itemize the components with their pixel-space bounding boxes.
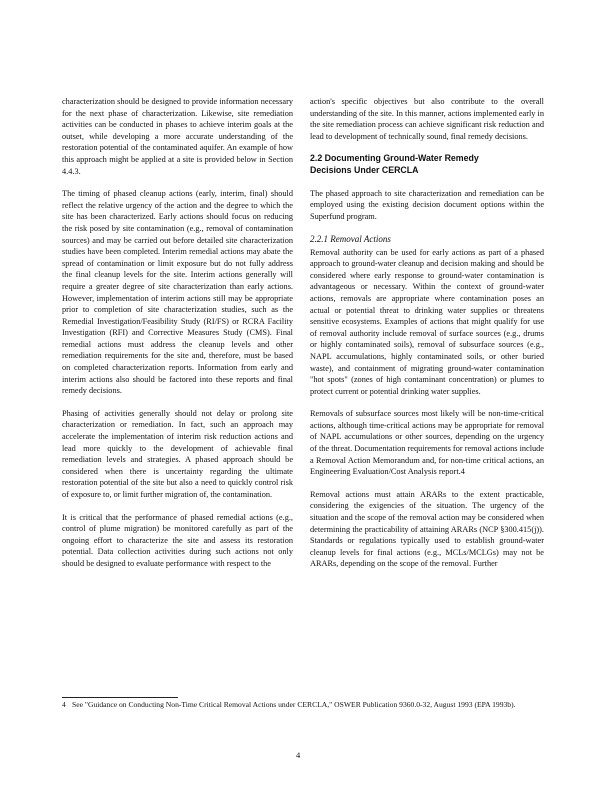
left-paragraph-4: It is critical that the performance of phased remedial actions (e.g., control of plume migration) be monitored carefully as part of the ongoing effort to characterize the site and assess its restoration potential. Data collection activities during such actions not only should be designed to evaluate performance with respect to the	[62, 512, 293, 568]
footnote-divider	[62, 697, 178, 698]
footnote-mark: 4	[62, 700, 66, 709]
left-column	[62, 96, 293, 581]
section-paragraph: The phased approach to site characterization and remediation can be employed using the existing decision document options within the Superfund program.	[310, 188, 544, 221]
left-paragraph-1: characterization should be designed to provide information necessary for the next phase of characterization. Likewise, site remediation activities can be conducted in phases to achieve interim goals at the outset, while developing a more accurate understanding of the restoration potential of the contaminated aquifer. An example of how this approach might be applied at a site is provided below in Section 4.4.3.	[62, 97, 293, 176]
page-number: 4	[296, 750, 301, 760]
section-heading	[310, 153, 544, 175]
right-intro-paragraph: action's specific objectives but also contribute to the overall understanding of the site. In this manner, actions implemented early in the site remediation process can achieve significant risk reduction and lead to development of technically sound, final remedy decisions.	[310, 97, 544, 141]
right-paragraph-1: Removal authority can be used for early actions as part of a phased approach to ground-water cleanup and decision making and should be considered where early response to ground-water contamination is advantageous or necessary. Within the context of ground-water actions, removals are appropriate where contamination poses an actual or potential threat to drinking water supplies or threatens sensitive ecosystems. Examples of actions that might qualify for use of removal authority include removal of surface sources (e.g., drums or highly contaminated soils), removal of subsurface sources (e.g., NAPL accumulations, highly contaminated soils, or other buried waste), and containment of migrating ground-water contamination "hot spots" (zones of high contaminant concentration) or plumes to protect current or potential drinking water supplies.	[310, 247, 544, 396]
right-column	[310, 96, 544, 581]
left-paragraph-2: The timing of phased cleanup actions (early, interim, final) should reflect the relative urgency of the action and the degree to which the site has been characterized. Early actions should focus on reducing the risk posed by site contamination (e.g., removal of contamination sources) and may be carried out before detailed site characterization studies have been completed. Interim remedial actions may abate the spread of contamination or limit exposure but do not fully address the final cleanup levels for the site. Interim actions generally will require a greater degree of site characterization than early actions. However, implementation of interim actions still may be appropriate prior to completion of site characterization studies, such as the Remedial Investigation/Feasibility Study (RI/FS) or RCRA Facility Investigation (RFI) and Corrective Measures Study (CMS). Final remedial actions must address the cleanup levels and other remediation requirements for the site and, therefore, must be based on completed characterization reports. Information from early and interim actions also should be factored into these reports and final remedy decisions.	[62, 189, 293, 396]
section-heading-line-2: Decisions Under CERCLA	[310, 164, 419, 175]
footnote-text: See "Guidance on Conducting Non-Time Critical Removal Actions under CERCLA," OSWER Publication 9360.0-32, August 1993 (EPA 1993b).	[72, 700, 516, 709]
footnote	[62, 700, 542, 710]
right-paragraph-2: Removals of subsurface sources most likely will be non-time-critical actions, although time-critical actions may be appropriate for removal of NAPL accumulations or other sources, depending on the urgency of the threat. Documentation requirements for removal actions include a Removal Action Memorandum and, for non-time critical actions, an Engineering Evaluation/Cost Analysis report.4	[310, 409, 544, 477]
right-paragraph-3: Removal actions must attain ARARs to the extent practicable, considering the exigencies of the situation. The urgency of the situation and the scope of the removal action may be considered when determining the practicability of attaining ARARs (NCP §300.415(j)). Standards or regulations typically used to establish ground-water cleanup levels for final actions (e.g., MCLs/MCLGs) may not be ARARs, depending on the scope of the removal. Further	[310, 489, 544, 569]
subsection-heading: 2.2.1 Removal Actions	[310, 233, 391, 244]
left-paragraph-3: Phasing of activities generally should not delay or prolong site characterization or remediation. In fact, such an approach may accelerate the implementation of interim risk reduction actions and lead more quickly to the development of achievable final remediation levels and strategies. A phased approach should be considered when there is uncertainty regarding the ultimate restoration potential of the site but also a need to quickly control risk of exposure to, or limit further migration of, the contamination.	[62, 408, 293, 499]
section-heading-line-1: 2.2 Documenting Ground-Water Remedy	[310, 153, 479, 164]
